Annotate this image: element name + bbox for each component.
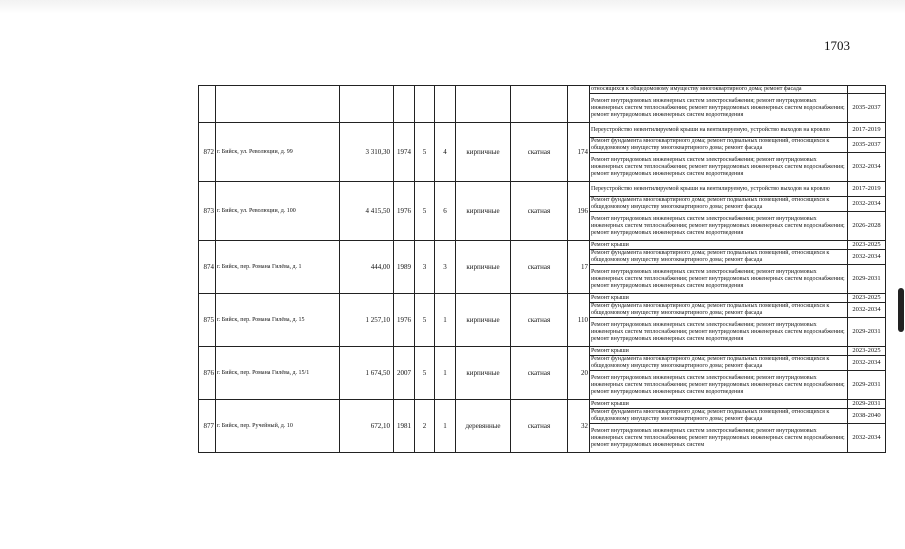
house-walls: кирпичные xyxy=(456,294,511,347)
scan-top-edge xyxy=(0,0,905,14)
house-flats: 20 xyxy=(568,347,590,400)
house-flats: 174 xyxy=(568,123,590,182)
table-row xyxy=(199,400,886,409)
work-cell: Ремонт крыши xyxy=(590,241,848,250)
period-cell: 2032-2034 xyxy=(848,303,886,318)
period-cell: 2017-2019 xyxy=(848,182,886,197)
house-entrances: 1 xyxy=(435,294,456,347)
work-cell: Ремонт фундамента многоквартирного дома; ремонт подвальных помещений, относящихся к общедомовому имуществу многоквартирного дома; ремонт фасада xyxy=(590,409,848,424)
table-row xyxy=(199,123,886,138)
period-cell: 2029-2031 xyxy=(848,265,886,294)
house-flats: 17 xyxy=(568,241,590,294)
house-area: 3 310,30 xyxy=(340,123,394,182)
house-roof: скатная xyxy=(511,241,568,294)
blank-cell xyxy=(435,86,456,123)
blank-cell xyxy=(340,86,394,123)
work-cell: Ремонт внутридомовых инженерных систем электроснабжения; ремонт внутридомовых инженерных систем теплоснабжения; ремонт внутридомовых инженерных систем водоснабжения; ремонт внутридомовых инженерных систем xyxy=(590,424,848,453)
house-roof: скатная xyxy=(511,347,568,400)
table-row xyxy=(199,182,886,197)
house-entrances: 1 xyxy=(435,400,456,453)
period-cell xyxy=(848,86,886,94)
house-floors: 3 xyxy=(415,241,435,294)
period-cell: 2032-2034 xyxy=(848,356,886,371)
blank-cell xyxy=(216,86,340,123)
period-cell: 2023-2025 xyxy=(848,294,886,303)
period-cell: 2032-2034 xyxy=(848,153,886,182)
blank-cell xyxy=(511,86,568,123)
capital-repair-table xyxy=(198,85,886,453)
work-cell: относящихся к общедомовому имуществу многоквартирного дома; ремонт фасада xyxy=(590,86,848,94)
period-cell: 2035-2037 xyxy=(848,138,886,153)
house-entrances: 4 xyxy=(435,123,456,182)
house-area: 1 674,50 xyxy=(340,347,394,400)
work-cell: Ремонт крыши xyxy=(590,400,848,409)
house-area: 444,00 xyxy=(340,241,394,294)
house-area: 1 257,10 xyxy=(340,294,394,347)
blank-cell xyxy=(394,86,415,123)
period-cell: 2029-2031 xyxy=(848,400,886,409)
table-row xyxy=(199,241,886,250)
house-number: 875 xyxy=(199,294,216,347)
house-flats: 196 xyxy=(568,182,590,241)
work-cell: Ремонт фундамента многоквартирного дома; ремонт подвальных помещений, относящихся к общедомовому имуществу многоквартирного дома; ремонт фасада xyxy=(590,138,848,153)
house-floors: 5 xyxy=(415,123,435,182)
house-year: 1974 xyxy=(394,123,415,182)
period-cell: 2026-2028 xyxy=(848,212,886,241)
house-number: 873 xyxy=(199,182,216,241)
period-cell: 2038-2040 xyxy=(848,409,886,424)
work-cell: Ремонт внутридомовых инженерных систем электроснабжения; ремонт внутридомовых инженерных систем теплоснабжения; ремонт внутридомовых инженерных систем водоснабжения; ремонт внутридомовых инженерных систем водоотведения xyxy=(590,371,848,400)
blank-cell xyxy=(199,86,216,123)
period-cell: 2032-2034 xyxy=(848,424,886,453)
work-cell: Ремонт внутридомовых инженерных систем электроснабжения; ремонт внутридомовых инженерных систем теплоснабжения; ремонт внутридомовых инженерных систем водоснабжения; ремонт внутридомовых инженерных систем водоотведения xyxy=(590,153,848,182)
house-year: 1989 xyxy=(394,241,415,294)
house-flats: 32 xyxy=(568,400,590,453)
house-floors: 5 xyxy=(415,347,435,400)
house-area: 4 415,50 xyxy=(340,182,394,241)
work-cell: Ремонт крыши xyxy=(590,347,848,356)
period-cell: 2023-2025 xyxy=(848,241,886,250)
table-row xyxy=(199,86,886,94)
house-walls: кирпичные xyxy=(456,123,511,182)
house-address: г. Бийск, ул. Революции, д. 99 xyxy=(216,123,340,182)
blank-cell xyxy=(568,86,590,123)
period-cell: 2023-2025 xyxy=(848,347,886,356)
work-cell: Ремонт крыши xyxy=(590,294,848,303)
house-entrances: 3 xyxy=(435,241,456,294)
house-walls: кирпичные xyxy=(456,241,511,294)
house-year: 1976 xyxy=(394,294,415,347)
work-cell: Ремонт фундамента многоквартирного дома; ремонт подвальных помещений, относящихся к общедомовому имуществу многоквартирного дома; ремонт фасада xyxy=(590,197,848,212)
work-cell: Ремонт фундамента многоквартирного дома; ремонт подвальных помещений, относящихся к общедомовому имуществу многоквартирного дома; ремонт фасада xyxy=(590,250,848,265)
house-address: г. Бийск, пер. Романа Гилёва, д. 1 xyxy=(216,241,340,294)
table-row xyxy=(199,294,886,303)
house-number: 876 xyxy=(199,347,216,400)
house-floors: 5 xyxy=(415,294,435,347)
blank-cell xyxy=(456,86,511,123)
work-cell: Ремонт фундамента многоквартирного дома; ремонт подвальных помещений, относящихся к общедомовому имуществу многоквартирного дома; ремонт фасада xyxy=(590,356,848,371)
work-cell: Ремонт внутридомовых инженерных систем электроснабжения; ремонт внутридомовых инженерных систем теплоснабжения; ремонт внутридомовых инженерных систем водоснабжения; ремонт внутридомовых инженерных систем водоотведения xyxy=(590,265,848,294)
page-number: 1703 xyxy=(824,38,850,53)
house-year: 1976 xyxy=(394,182,415,241)
house-address: г. Бийск, пер. Романа Гилёва, д. 15/1 xyxy=(216,347,340,400)
table-row xyxy=(199,347,886,356)
period-cell: 2017-2019 xyxy=(848,123,886,138)
house-area: 672,10 xyxy=(340,400,394,453)
house-roof: скатная xyxy=(511,182,568,241)
scan-binding-mark xyxy=(898,288,904,332)
work-cell: Ремонт внутридомовых инженерных систем электроснабжения; ремонт внутридомовых инженерных систем теплоснабжения; ремонт внутридомовых инженерных систем водоснабжения; ремонт внутридомовых инженерных систем водоотведения xyxy=(590,318,848,347)
period-cell: 2035-2037 xyxy=(848,94,886,123)
house-address: г. Бийск, ул. Революции, д. 100 xyxy=(216,182,340,241)
house-year: 1981 xyxy=(394,400,415,453)
house-entrances: 1 xyxy=(435,347,456,400)
house-roof: скатная xyxy=(511,294,568,347)
house-roof: скатная xyxy=(511,123,568,182)
house-number: 872 xyxy=(199,123,216,182)
house-address: г. Бийск, пер. Романа Гилёва, д. 15 xyxy=(216,294,340,347)
house-number: 874 xyxy=(199,241,216,294)
house-number: 877 xyxy=(199,400,216,453)
house-roof: скатная xyxy=(511,400,568,453)
house-walls: кирпичные xyxy=(456,347,511,400)
period-cell: 2029-2031 xyxy=(848,371,886,400)
work-cell: Переустройство невентилируемой крыши на вентилируемую, устройство выходов на кровлю xyxy=(590,182,848,197)
house-walls: деревянные xyxy=(456,400,511,453)
house-entrances: 6 xyxy=(435,182,456,241)
work-cell: Ремонт внутридомовых инженерных систем электроснабжения; ремонт внутридомовых инженерных систем теплоснабжения; ремонт внутридомовых инженерных систем водоснабжения; ремонт внутридомовых инженерных систем водоотведения xyxy=(590,212,848,241)
house-walls: кирпичные xyxy=(456,182,511,241)
house-year: 2007 xyxy=(394,347,415,400)
blank-cell xyxy=(415,86,435,123)
work-cell: Переустройство невентилируемой крыши на вентилируемую, устройство выходов на кровлю xyxy=(590,123,848,138)
house-floors: 5 xyxy=(415,182,435,241)
period-cell: 2032-2034 xyxy=(848,250,886,265)
period-cell: 2032-2034 xyxy=(848,197,886,212)
house-floors: 2 xyxy=(415,400,435,453)
work-cell: Ремонт фундамента многоквартирного дома; ремонт подвальных помещений, относящихся к общедомовому имуществу многоквартирного дома; ремонт фасада xyxy=(590,303,848,318)
house-flats: 110 xyxy=(568,294,590,347)
period-cell: 2029-2031 xyxy=(848,318,886,347)
house-address: г. Бийск, пер. Ручейный, д. 10 xyxy=(216,400,340,453)
work-cell: Ремонт внутридомовых инженерных систем электроснабжения; ремонт внутридомовых инженерных систем теплоснабжения; ремонт внутридомовых инженерных систем водоснабжения; ремонт внутридомовых инженерных систем водоотведения xyxy=(590,94,848,123)
